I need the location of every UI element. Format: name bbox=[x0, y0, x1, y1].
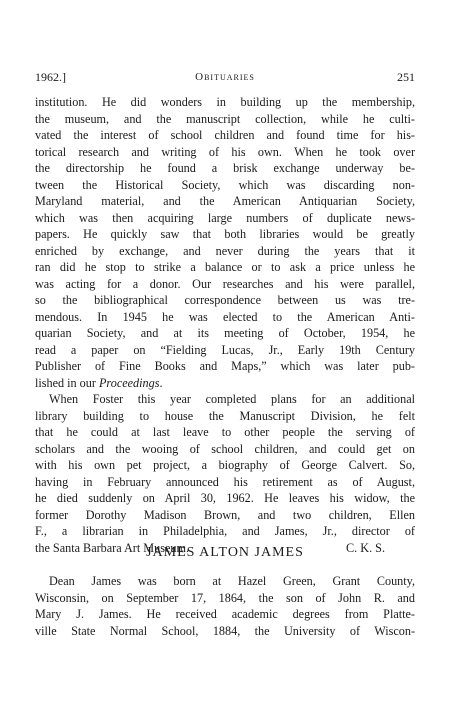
text-line: library building to house the Manuscript Division, he felt bbox=[35, 408, 415, 423]
text-line: Dean James was born at Hazel Green, Grant County, bbox=[49, 574, 415, 588]
running-head-title: Obituaries bbox=[195, 71, 255, 83]
text-line: institution. He did wonders in building up the membership, bbox=[35, 95, 415, 109]
text-line: the museum, and the manuscript collection, while he culti- bbox=[35, 111, 415, 126]
text-line: having in February announced his retirement as of August, bbox=[35, 474, 415, 489]
text-line: which was then acquiring large numbers of duplicate news- bbox=[35, 210, 415, 225]
text-line: papers. He quickly saw that both libraries would be greatly bbox=[35, 227, 415, 241]
text-line: so the bibliographical correspondence between us was tre- bbox=[35, 293, 415, 307]
text-line: Mary J. James. He received academic degrees from Platte- bbox=[35, 607, 415, 621]
text-line: vated the interest of school children and found time for his- bbox=[35, 128, 415, 142]
text-line: quarian Society, and at its meeting of October, 1954, he bbox=[35, 326, 415, 340]
text-line: he died suddenly on April 30, 1962. He leaves his widow, the bbox=[35, 491, 415, 505]
text-line: scholars and the wooing of school children, and could get on bbox=[35, 441, 415, 456]
text-line: mendous. In 1945 he was elected to the American Anti- bbox=[35, 309, 415, 324]
foster-obituary-text bbox=[35, 94, 415, 556]
text-line: When Foster this year completed plans for an additional bbox=[49, 392, 415, 406]
text-line: the directorship he found a brisk exchange underway be- bbox=[35, 161, 415, 175]
text-line: former Dorothy Madison Brown, and two children, Ellen bbox=[35, 507, 415, 522]
page-number: 251 bbox=[397, 70, 415, 84]
text-line: F., a librarian in Philadelphia, and James, Jr., director of bbox=[35, 524, 415, 538]
text-line: that he could at last leave to other people the serving of bbox=[35, 425, 415, 439]
text-line: ran did he stop to strike a balance or to ask a price unless he bbox=[35, 260, 415, 274]
text-line: Wisconsin, on September 17, 1864, the son of John R. and bbox=[35, 590, 415, 605]
text-line: was acting for a donor. Our researches and his were parallel, bbox=[35, 276, 415, 291]
proceedings-title: Proceedings bbox=[98, 375, 160, 390]
james-obituary-text bbox=[35, 573, 415, 639]
running-head-year: 1962.] bbox=[35, 70, 66, 84]
running-head bbox=[35, 68, 415, 86]
author-initials: C. K. S. bbox=[346, 540, 385, 555]
text-line: read a paper on “Fielding Lucas, Jr., Early 19th Century bbox=[35, 342, 415, 357]
text-line: enriched by exchange, and never during the years that it bbox=[35, 243, 415, 258]
text-line: Maryland material, and the American Antiquarian Society, bbox=[35, 194, 415, 208]
text-line: ville State Normal School, 1884, the University of Wiscon- bbox=[35, 623, 415, 638]
text-line: lished in our Proceedings. bbox=[35, 375, 163, 390]
obituary-heading: JAMES ALTON JAMES bbox=[146, 545, 304, 560]
text-line: with his own pet project, a biography of George Calvert. So, bbox=[35, 458, 415, 472]
text-line: torical research and writing of his own. When he took over bbox=[35, 144, 415, 159]
text-line: Publisher of Fine Books and Maps,” which was later pub- bbox=[35, 359, 415, 373]
text-line: tween the Historical Society, which was discarding non- bbox=[35, 177, 415, 192]
closing-text: the Santa Barbara Art Museum. bbox=[35, 540, 189, 555]
